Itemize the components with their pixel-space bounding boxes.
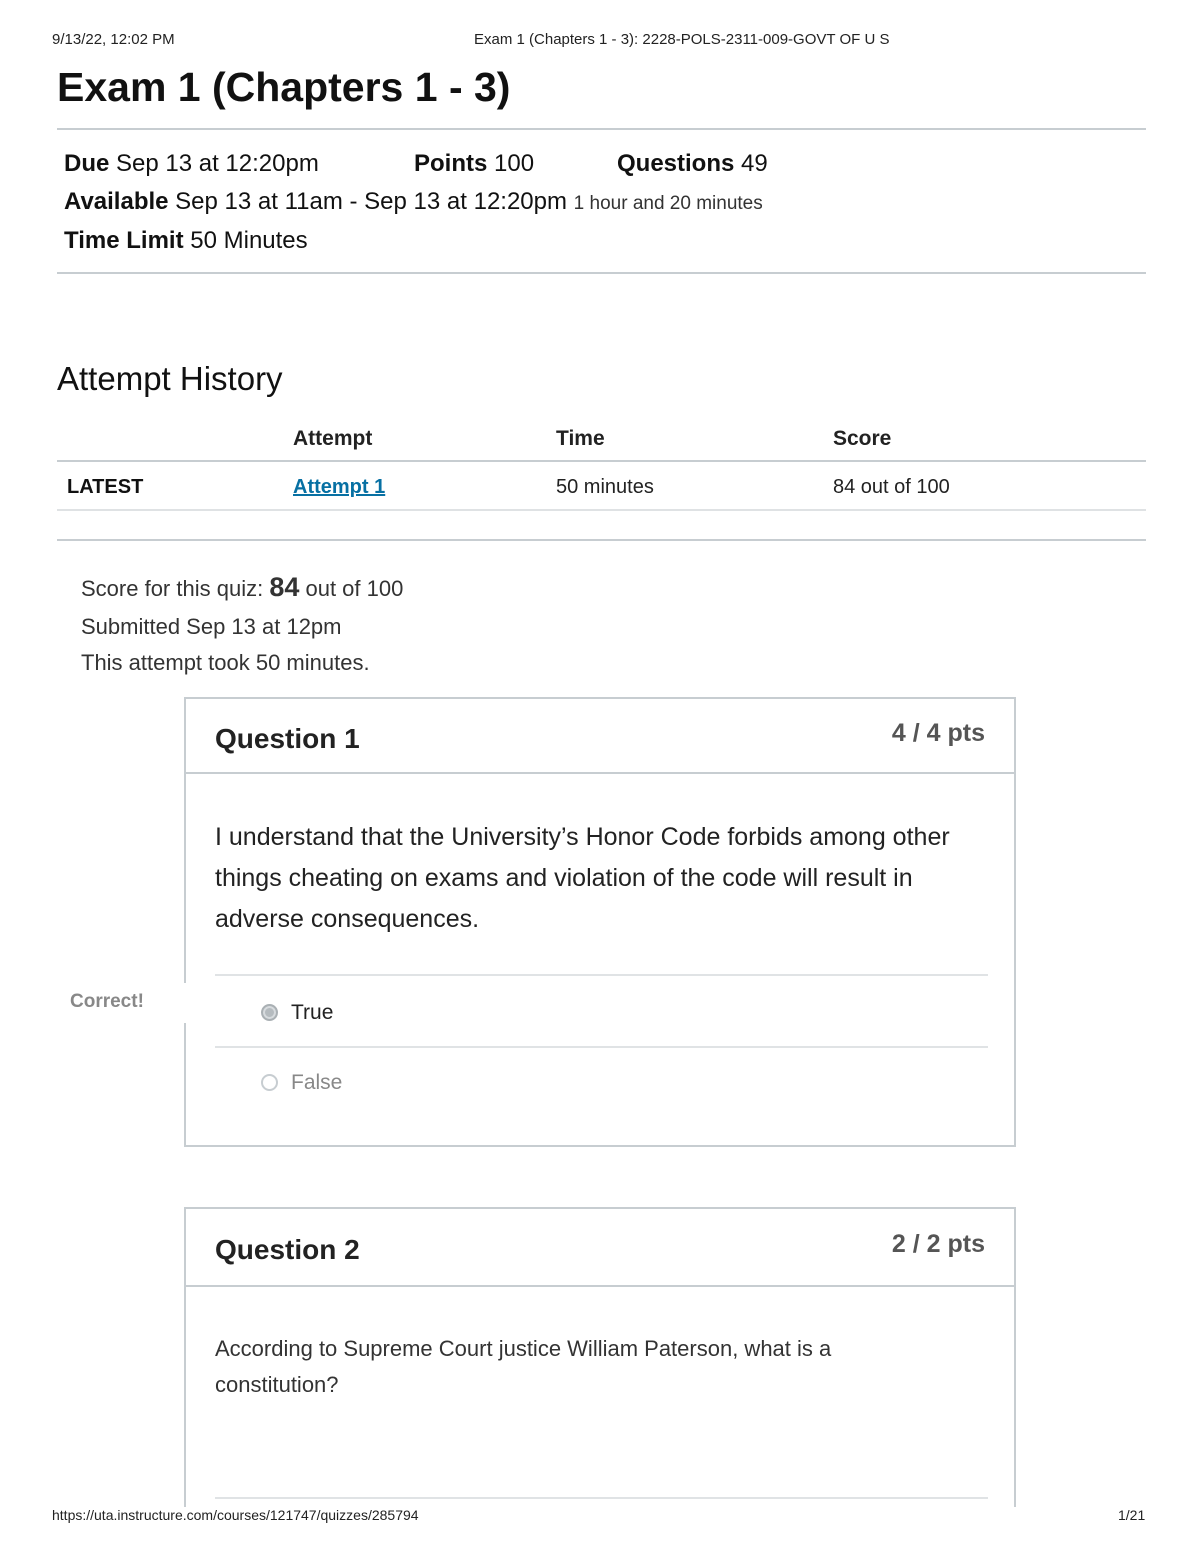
print-doc-title: Exam 1 (Chapters 1 - 3): 2228-POLS-2311-009-GOVT OF U S: [474, 31, 890, 48]
score-prefix: Score for this quiz:: [81, 576, 264, 601]
radio-unselected-icon[interactable]: [261, 1074, 278, 1091]
correct-answer-marker: Correct!: [70, 991, 144, 1012]
attempt-score: 84 out of 100: [833, 476, 950, 498]
radio-selected-icon[interactable]: [261, 1004, 278, 1021]
column-header-attempt: Attempt: [293, 427, 373, 450]
attempt-history-heading: Attempt History: [57, 360, 283, 397]
time-limit-detail: [64, 227, 308, 255]
attempt-time: 50 minutes: [556, 476, 654, 498]
question-text: I understand that the University’s Honor Code forbids among other things cheating on exams and violation of the code will result in adverse consequences.: [215, 823, 950, 933]
available-value: Sep 13 at 11am - Sep 13 at 12:20pm: [175, 188, 567, 215]
print-page-number: 1/21: [1118, 1507, 1146, 1523]
due-label: Due: [64, 150, 110, 177]
question-points: 2 / 2 pts: [891, 1230, 985, 1258]
question-title: Question 2: [215, 1234, 360, 1265]
availability-detail: [64, 188, 763, 216]
page-title: Exam 1 (Chapters 1 - 3): [57, 64, 511, 110]
column-header-score: Score: [833, 427, 892, 450]
column-header-time: Time: [556, 427, 605, 450]
score-suffix: out of 100: [305, 576, 404, 601]
points-value: 100: [494, 150, 535, 177]
table-bottom-line: [57, 509, 1146, 511]
points-label: Points: [414, 150, 488, 177]
answer-divider: [215, 974, 988, 976]
quiz-details-row-1: [64, 150, 319, 178]
question-card: [184, 697, 1016, 1147]
answer-divider: [215, 1497, 988, 1499]
submitted-text: Submitted Sep 13 at 12pm: [81, 614, 342, 639]
points-detail: [414, 150, 534, 178]
question-text: According to Supreme Court justice William Paterson, what is a constitution?: [215, 1336, 832, 1397]
answer-divider: [215, 1046, 988, 1048]
divider: [57, 272, 1146, 274]
time-limit-value: 50 Minutes: [190, 227, 308, 254]
question-header: [186, 1209, 1014, 1287]
quiz-score-line: [81, 572, 403, 603]
score-value: 84: [269, 572, 300, 602]
question-points: 4 / 4 pts: [891, 719, 985, 747]
table-header-line: [57, 460, 1146, 462]
border-gap: [183, 983, 187, 1023]
due-value: Sep 13 at 12:20pm: [116, 150, 319, 177]
attempt-link[interactable]: Attempt 1: [293, 476, 386, 498]
divider: [57, 128, 1146, 130]
question-card: [184, 1207, 1016, 1507]
questions-label: Questions: [617, 150, 735, 177]
answer-label: False: [291, 1071, 343, 1094]
available-duration: 1 hour and 20 minutes: [573, 193, 763, 214]
questions-detail: [617, 150, 768, 178]
question-header: [186, 699, 1014, 774]
time-limit-label: Time Limit: [64, 227, 184, 254]
print-datetime: 9/13/22, 12:02 PM: [52, 31, 175, 48]
latest-tag: LATEST: [67, 476, 144, 498]
print-url: https://uta.instructure.com/courses/121747/quizzes/285794: [52, 1507, 419, 1523]
attempt-duration-text: This attempt took 50 minutes.: [81, 650, 370, 675]
divider: [57, 539, 1146, 541]
available-label: Available: [64, 188, 169, 215]
answer-label: True: [291, 1001, 334, 1024]
questions-value: 49: [741, 150, 768, 177]
question-title: Question 1: [215, 723, 360, 754]
